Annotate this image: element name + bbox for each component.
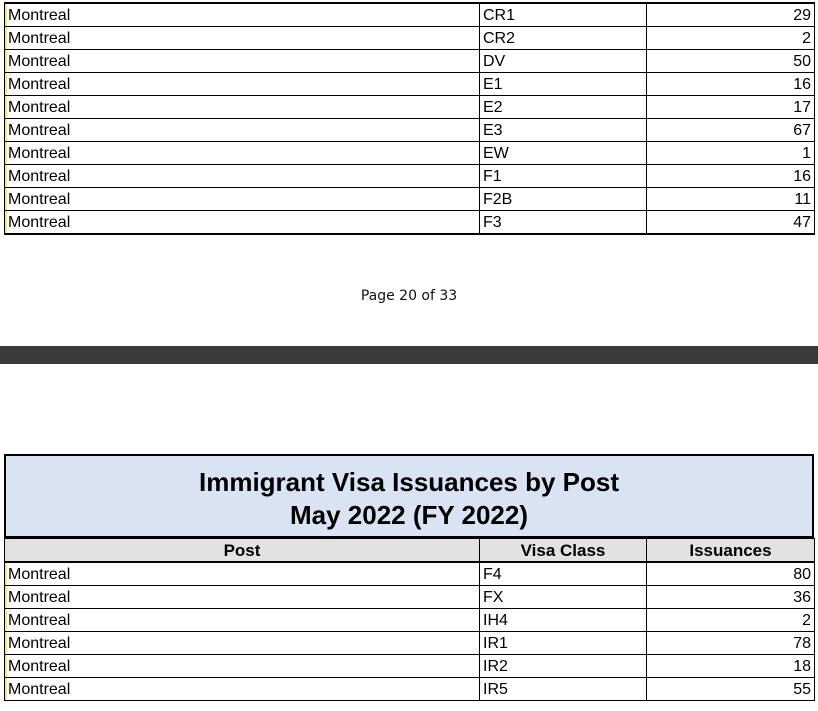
visa-class-cell: F3 [480,211,647,235]
visa-table [4,538,815,701]
visa-class-cell: IR1 [480,632,647,655]
table-subtitle: May 2022 (FY 2022) [290,500,528,530]
table-row [5,142,815,165]
post-cell: Montreal [5,562,480,586]
issuances-cell: 67 [647,119,815,142]
table-row [5,586,815,609]
issuances-cell: 29 [647,3,815,27]
column-header-visa-class: Visa Class [480,539,647,563]
page-number: Page 20 of 33 [360,288,458,304]
page-divider [0,346,818,364]
table-header-row [5,539,815,563]
post-cell: Montreal [5,211,480,235]
post-cell: Montreal [5,73,480,96]
issuances-cell: 78 [647,632,815,655]
post-cell: Montreal [5,586,480,609]
table-row [5,165,815,188]
post-cell: Montreal [5,119,480,142]
issuances-cell: 11 [647,188,815,211]
post-cell: Montreal [5,142,480,165]
table-row [5,119,815,142]
table-row [5,27,815,50]
visa-class-cell: FX [480,586,647,609]
table-row [5,50,815,73]
post-cell: Montreal [5,188,480,211]
issuances-cell: 16 [647,165,815,188]
issuances-cell: 36 [647,586,815,609]
table-title: Immigrant Visa Issuances by Post [198,467,620,497]
post-cell: Montreal [5,3,480,27]
visa-class-cell: F1 [480,165,647,188]
visa-table-continued [4,2,815,235]
issuances-cell: 2 [647,609,815,632]
table-row [5,188,815,211]
visa-class-cell: F2B [480,188,647,211]
visa-class-cell: E3 [480,119,647,142]
column-header-post: Post [5,539,480,563]
document-page-top [0,0,818,346]
table-row [5,211,815,235]
visa-class-cell: F4 [480,562,647,586]
visa-class-cell: CR2 [480,27,647,50]
post-cell: Montreal [5,27,480,50]
visa-class-cell: E1 [480,73,647,96]
issuances-cell: 2 [647,27,815,50]
table-row [5,96,815,119]
visa-class-cell: E2 [480,96,647,119]
issuances-cell: 47 [647,211,815,235]
visa-class-cell: CR1 [480,3,647,27]
table-row [5,678,815,701]
issuances-cell: 17 [647,96,815,119]
table-row [5,73,815,96]
post-cell: Montreal [5,655,480,678]
table-title-box [4,454,814,538]
issuances-cell: 80 [647,562,815,586]
post-cell: Montreal [5,165,480,188]
table-row [5,609,815,632]
issuances-cell: 18 [647,655,815,678]
visa-class-cell: IR5 [480,678,647,701]
column-header-issuances: Issuances [647,539,815,563]
table-row [5,632,815,655]
issuances-cell: 55 [647,678,815,701]
visa-class-cell: IH4 [480,609,647,632]
post-cell: Montreal [5,678,480,701]
table-row [5,655,815,678]
issuances-cell: 1 [647,142,815,165]
issuances-cell: 16 [647,73,815,96]
issuances-cell: 50 [647,50,815,73]
post-cell: Montreal [5,609,480,632]
table-row [5,3,815,27]
table-row [5,562,815,586]
visa-class-cell: EW [480,142,647,165]
visa-class-cell: IR2 [480,655,647,678]
post-cell: Montreal [5,632,480,655]
visa-class-cell: DV [480,50,647,73]
post-cell: Montreal [5,96,480,119]
post-cell: Montreal [5,50,480,73]
